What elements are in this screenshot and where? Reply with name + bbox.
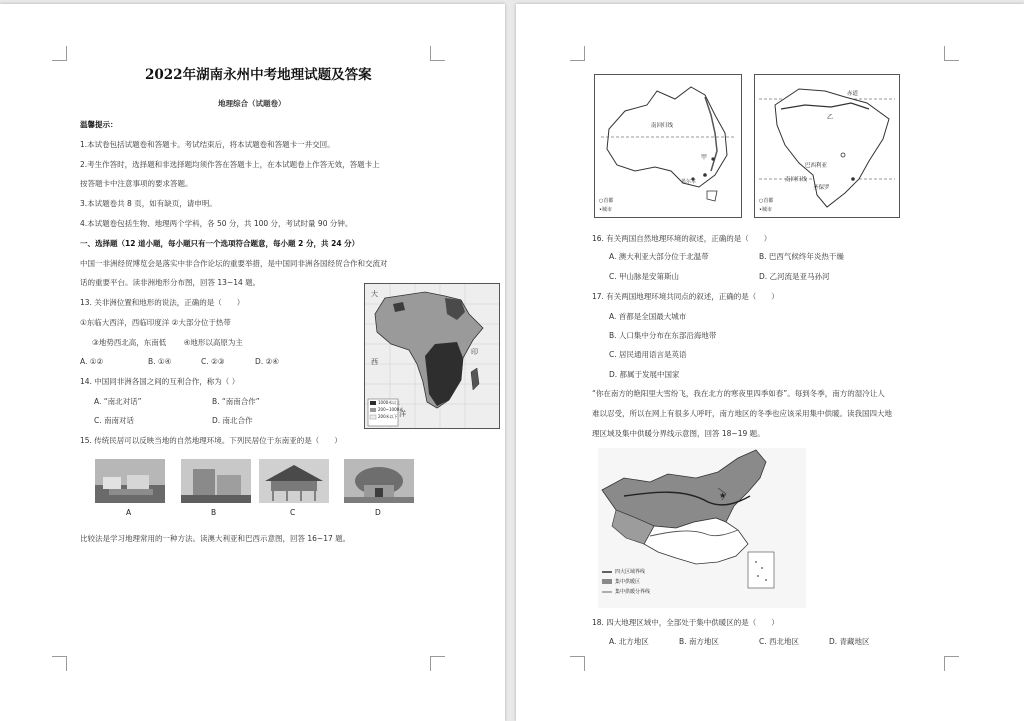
legend-low: 200米以下: [378, 414, 398, 419]
africa-terrain-map: [364, 283, 500, 429]
crop-mark: [570, 46, 585, 61]
equator-label: 赤道: [847, 91, 859, 97]
choice-c: C. ②③: [201, 357, 225, 366]
notice-line: 1.本试卷包括试题卷和答题卡。考试结束后，将本试题卷和答题卡一并交回。: [80, 140, 335, 149]
choice-b: B. 南方地区: [679, 637, 719, 646]
legend-city: •城市: [599, 207, 612, 213]
choice-a: A. “南北对话”: [94, 397, 142, 406]
choice-a: A. ①②: [80, 357, 104, 366]
question-18-stem: 18. 四大地理区域中，全部处于集中供暖区的是（ ）: [592, 618, 779, 627]
choice-d: D. ②④: [255, 357, 279, 366]
intro-line: 话的重要平台。读非洲地形分布图，回答 13~14 题。: [80, 278, 261, 287]
crop-mark: [430, 656, 445, 671]
choice-c: C. 南南对话: [94, 416, 135, 425]
question-16-stem: 16. 有关两国自然地理环境的叙述，正确的是（ ）: [592, 234, 772, 243]
legend-capital: ○首都: [759, 198, 774, 204]
legend-region-boundary: 四大区域界线: [615, 569, 646, 575]
intro-16-17: 比较法是学习地理常用的一种方法。读澳大利亚和巴西示意图，回答 16~17 题。: [80, 534, 351, 543]
photo-b: [181, 459, 251, 503]
svg-text:墨尔本: 墨尔本: [681, 179, 697, 185]
notice-line: 4.本试题卷包括生物、地理两个学科，各 50 分，共 100 分，考试时量 90 分钟。: [80, 219, 353, 228]
choice-d: D. 青藏地区: [829, 637, 870, 646]
svg-text:甲: 甲: [701, 154, 708, 161]
legend-high: 1000米以上: [378, 400, 401, 405]
page-title: 2022年湖南永州中考地理试题及答案: [145, 67, 372, 83]
intro-18-19: 难以忍受，所以在网上有很多人呼吁，南方地区的冬季也应该采用集中供暖。读我国四大地: [592, 409, 892, 418]
question-17-stem: 17. 有关两国地理环境共同点的叙述，正确的是（ ）: [592, 292, 779, 301]
svg-text:★: ★: [719, 491, 727, 500]
brazil-map: [754, 74, 900, 218]
choice-a: A. 北方地区: [609, 637, 649, 646]
legend-heating-line: 集中供暖分界线: [615, 589, 651, 595]
crop-mark: [944, 656, 959, 671]
svg-text:西: 西: [371, 358, 378, 366]
question-15-stem: 15. 传统民居可以反映当地的自然地理环境。下列民居位于东南亚的是（ ）: [80, 436, 342, 445]
intro-line: 中国一非洲经贸博览会是落实中非合作论坛的重要举措，是中国同非洲各国经贸合作和交流对: [80, 259, 388, 268]
section-heading: 一、选择题（12 道小题，每小题只有一个选项符合题意，每小题 2 分，共 24 分）: [80, 239, 360, 248]
notice-heading: 温馨提示：: [80, 120, 118, 129]
country-capital-label: 巴西利亚: [805, 163, 828, 169]
tropic-label: 南回归线: [651, 123, 674, 129]
choice-a: A. 澳大利亚大部分位于北温带: [609, 252, 709, 261]
question-13-options: ③地势西北高，东南低 ④地形以高原为主: [92, 338, 243, 347]
crop-mark: [52, 656, 67, 671]
legend-heating-area: 集中供暖区: [615, 579, 641, 585]
choice-c: C. 居民通用语言是英语: [609, 350, 687, 359]
photo-label-a: A: [126, 508, 132, 517]
intro-18-19: 理区域及集中供暖分界线示意图，回答 18~19 题。: [592, 429, 765, 438]
intro-18-19: “你在南方的艳阳里大雪纷飞，我在北方的寒夜里四季如春”。每到冬季，南方的湿冷让人: [592, 389, 885, 398]
choice-b: B. 巴西气候终年炎热干燥: [759, 252, 844, 261]
notice-line: 2.考生作答时，选择题和非选择题均须作答在答题卡上，在本试题卷上作答无效，答题卡上: [80, 160, 380, 169]
photo-label-c: C: [290, 508, 296, 517]
crop-mark: [430, 46, 445, 61]
choice-a: A. 首都是全国最大城市: [609, 312, 687, 321]
choice-d: D. 南北合作: [212, 416, 253, 425]
question-14-stem: 14. 中国同非洲各国之间的互利合作，称为（ ）: [80, 377, 240, 386]
crop-mark: [944, 46, 959, 61]
svg-text:印: 印: [471, 348, 478, 356]
choice-c: C. 甲山脉是安第斯山: [609, 272, 680, 281]
left-page: [0, 4, 505, 721]
legend-mid: 200~1000米: [378, 407, 404, 412]
photo-c: [259, 459, 329, 503]
crop-mark: [570, 656, 585, 671]
question-13-options: ①东临大西洋，西临印度洋 ②大部分位于热带: [80, 318, 231, 327]
choice-b: B. “南南合作”: [212, 397, 260, 406]
crop-mark: [52, 46, 67, 61]
photo-label-d: D: [375, 508, 381, 517]
page-subtitle: 地理综合（试题卷）: [218, 99, 286, 108]
china-heating-map: [598, 448, 806, 608]
notice-line: 按答题卡中注意事项的要求答题。: [80, 179, 193, 188]
legend-capital: ○首都: [599, 198, 614, 204]
svg-text:洋: 洋: [399, 410, 406, 418]
svg-text:乙: 乙: [827, 114, 834, 121]
photo-a: [95, 459, 165, 503]
question-13-stem: 13. 关非洲位置和地形的说法，正确的是（ ）: [80, 298, 245, 307]
choice-d: D. 乙河流是亚马孙河: [759, 272, 830, 281]
australia-map: [594, 74, 742, 218]
choice-b: B. ①④: [148, 357, 172, 366]
choice-c: C. 西北地区: [759, 637, 800, 646]
city-label: 圣保罗: [813, 185, 830, 191]
choice-d: D. 都属于发展中国家: [609, 370, 680, 379]
choice-b: B. 人口集中分布在东部沿海地带: [609, 331, 717, 340]
photo-label-b: B: [211, 508, 217, 517]
tropic-label: 南回归线: [785, 177, 808, 183]
svg-text:大: 大: [371, 290, 378, 298]
notice-line: 3.本试题卷共 8 页，如有缺页，请申明。: [80, 199, 217, 208]
photo-d: [344, 459, 414, 503]
right-page: [516, 4, 1024, 721]
legend-city: •城市: [759, 207, 772, 213]
